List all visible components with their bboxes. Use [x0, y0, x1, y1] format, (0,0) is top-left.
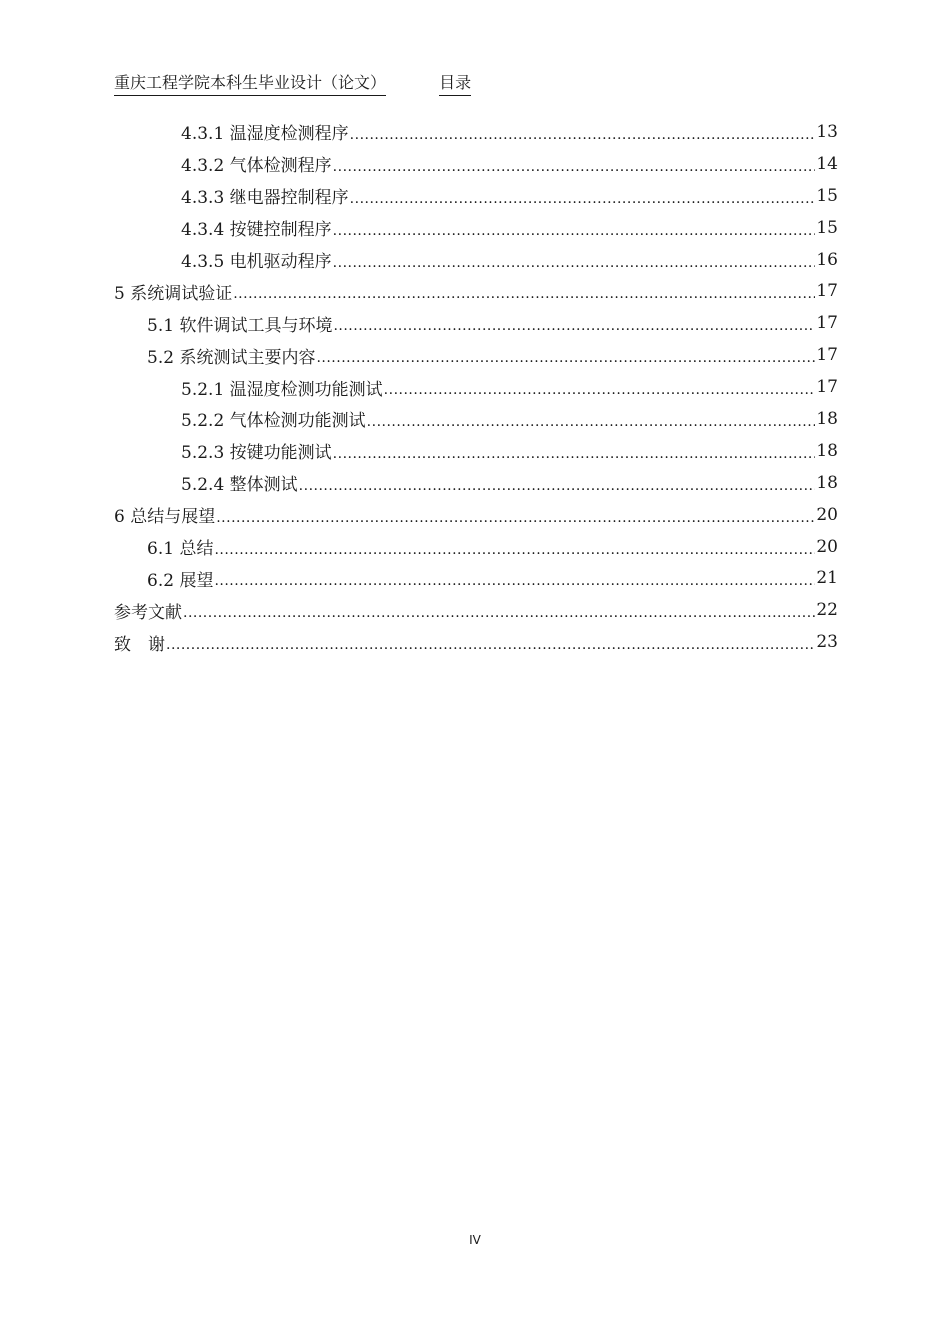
toc-dot-leader	[333, 255, 816, 271]
toc-entry-title: 5.2 系统测试主要内容	[147, 347, 316, 368]
toc-entry-title: 4.3.3 继电器控制程序	[181, 188, 349, 209]
toc-dot-leader	[333, 446, 816, 462]
toc-dot-leader	[216, 510, 815, 526]
toc-dot-leader	[233, 286, 815, 302]
toc-entry-title: 5 系统调试验证	[114, 283, 233, 304]
toc-entry-title: 4.3.4 按键控制程序	[181, 220, 332, 241]
toc-entry[interactable]	[114, 339, 838, 371]
toc-dot-leader	[350, 191, 816, 207]
toc-entry-title: 4.3.5 电机驱动程序	[181, 252, 332, 272]
toc-entry-page: 17	[816, 313, 838, 334]
toc-dot-leader	[166, 637, 815, 653]
toc-entry[interactable]	[114, 467, 838, 499]
toc-entry[interactable]	[114, 275, 838, 307]
toc-entry-page: 15	[816, 185, 838, 206]
toc-entry[interactable]	[114, 148, 838, 180]
toc-dot-leader	[183, 605, 815, 621]
toc-entry-title: 致 谢	[114, 634, 165, 655]
toc-entry-title: 6.1 总结	[147, 539, 214, 560]
toc-entry-title: 5.1 软件调试工具与环境	[147, 315, 333, 336]
page-number: IV	[469, 1233, 481, 1247]
toc-dot-leader	[299, 478, 816, 494]
toc-entry[interactable]	[114, 499, 838, 531]
toc-dot-leader	[367, 414, 816, 430]
toc-entry[interactable]	[114, 403, 838, 435]
toc-entry[interactable]	[114, 180, 838, 212]
toc-entry-title: 参考文献	[114, 602, 182, 623]
toc-entry-page: 13	[816, 121, 838, 142]
section-title: 目录	[439, 72, 471, 96]
toc-entry-page: 17	[816, 281, 838, 302]
toc-entry-page: 20	[816, 504, 838, 525]
toc-entry-page: 20	[816, 536, 838, 557]
toc-dot-leader	[333, 318, 815, 334]
toc-entry-title: 5.2.2 气体检测功能测试	[181, 411, 366, 432]
page-header	[114, 72, 471, 96]
toc-entry-title: 6.2 展望	[147, 570, 214, 591]
toc-entry[interactable]	[114, 531, 838, 563]
toc-entry-title: 6 总结与展望	[114, 507, 216, 528]
toc-dot-leader	[214, 542, 815, 558]
toc-entry-page: 18	[816, 408, 838, 429]
toc-entry-title: 5.2.4 整体测试	[181, 475, 298, 496]
toc-entry-page: 17	[816, 345, 838, 366]
toc-entry[interactable]	[114, 307, 838, 339]
toc-dot-leader	[333, 223, 816, 239]
toc-entry-page: 17	[816, 377, 838, 398]
school-thesis-title: 重庆工程学院本科生毕业设计（论文）	[114, 72, 386, 96]
toc-dot-leader	[333, 159, 816, 175]
toc-entry-page: 15	[816, 217, 838, 238]
toc-entry-page: 22	[816, 600, 838, 621]
toc-entry-page: 18	[816, 440, 838, 461]
toc-entry[interactable]	[114, 212, 838, 244]
toc-entry[interactable]	[114, 371, 838, 403]
toc-entry-title: 5.2.3 按键功能测试	[181, 443, 332, 464]
toc-dot-leader	[350, 127, 816, 143]
toc-entry-page: 14	[816, 153, 838, 174]
toc-entry[interactable]	[114, 562, 838, 594]
toc-entry-page: 21	[816, 568, 838, 589]
toc-entry[interactable]	[114, 594, 838, 626]
toc-entry-page: 18	[816, 472, 838, 493]
toc-entry-title: 4.3.1 温湿度检测程序	[181, 124, 349, 145]
toc-entry-page: 16	[816, 249, 838, 270]
toc-dot-leader	[384, 382, 816, 398]
toc-entry[interactable]	[114, 435, 838, 467]
toc-entry-page: 23	[816, 632, 838, 653]
toc-entry[interactable]	[114, 626, 838, 658]
toc-dot-leader	[214, 573, 815, 589]
table-of-contents	[114, 116, 838, 658]
toc-entry[interactable]	[114, 244, 838, 276]
toc-entry-title: 4.3.2 气体检测程序	[181, 156, 332, 177]
toc-entry-title: 5.2.1 温湿度检测功能测试	[181, 379, 383, 400]
toc-entry[interactable]	[114, 116, 838, 148]
toc-dot-leader	[316, 350, 815, 366]
